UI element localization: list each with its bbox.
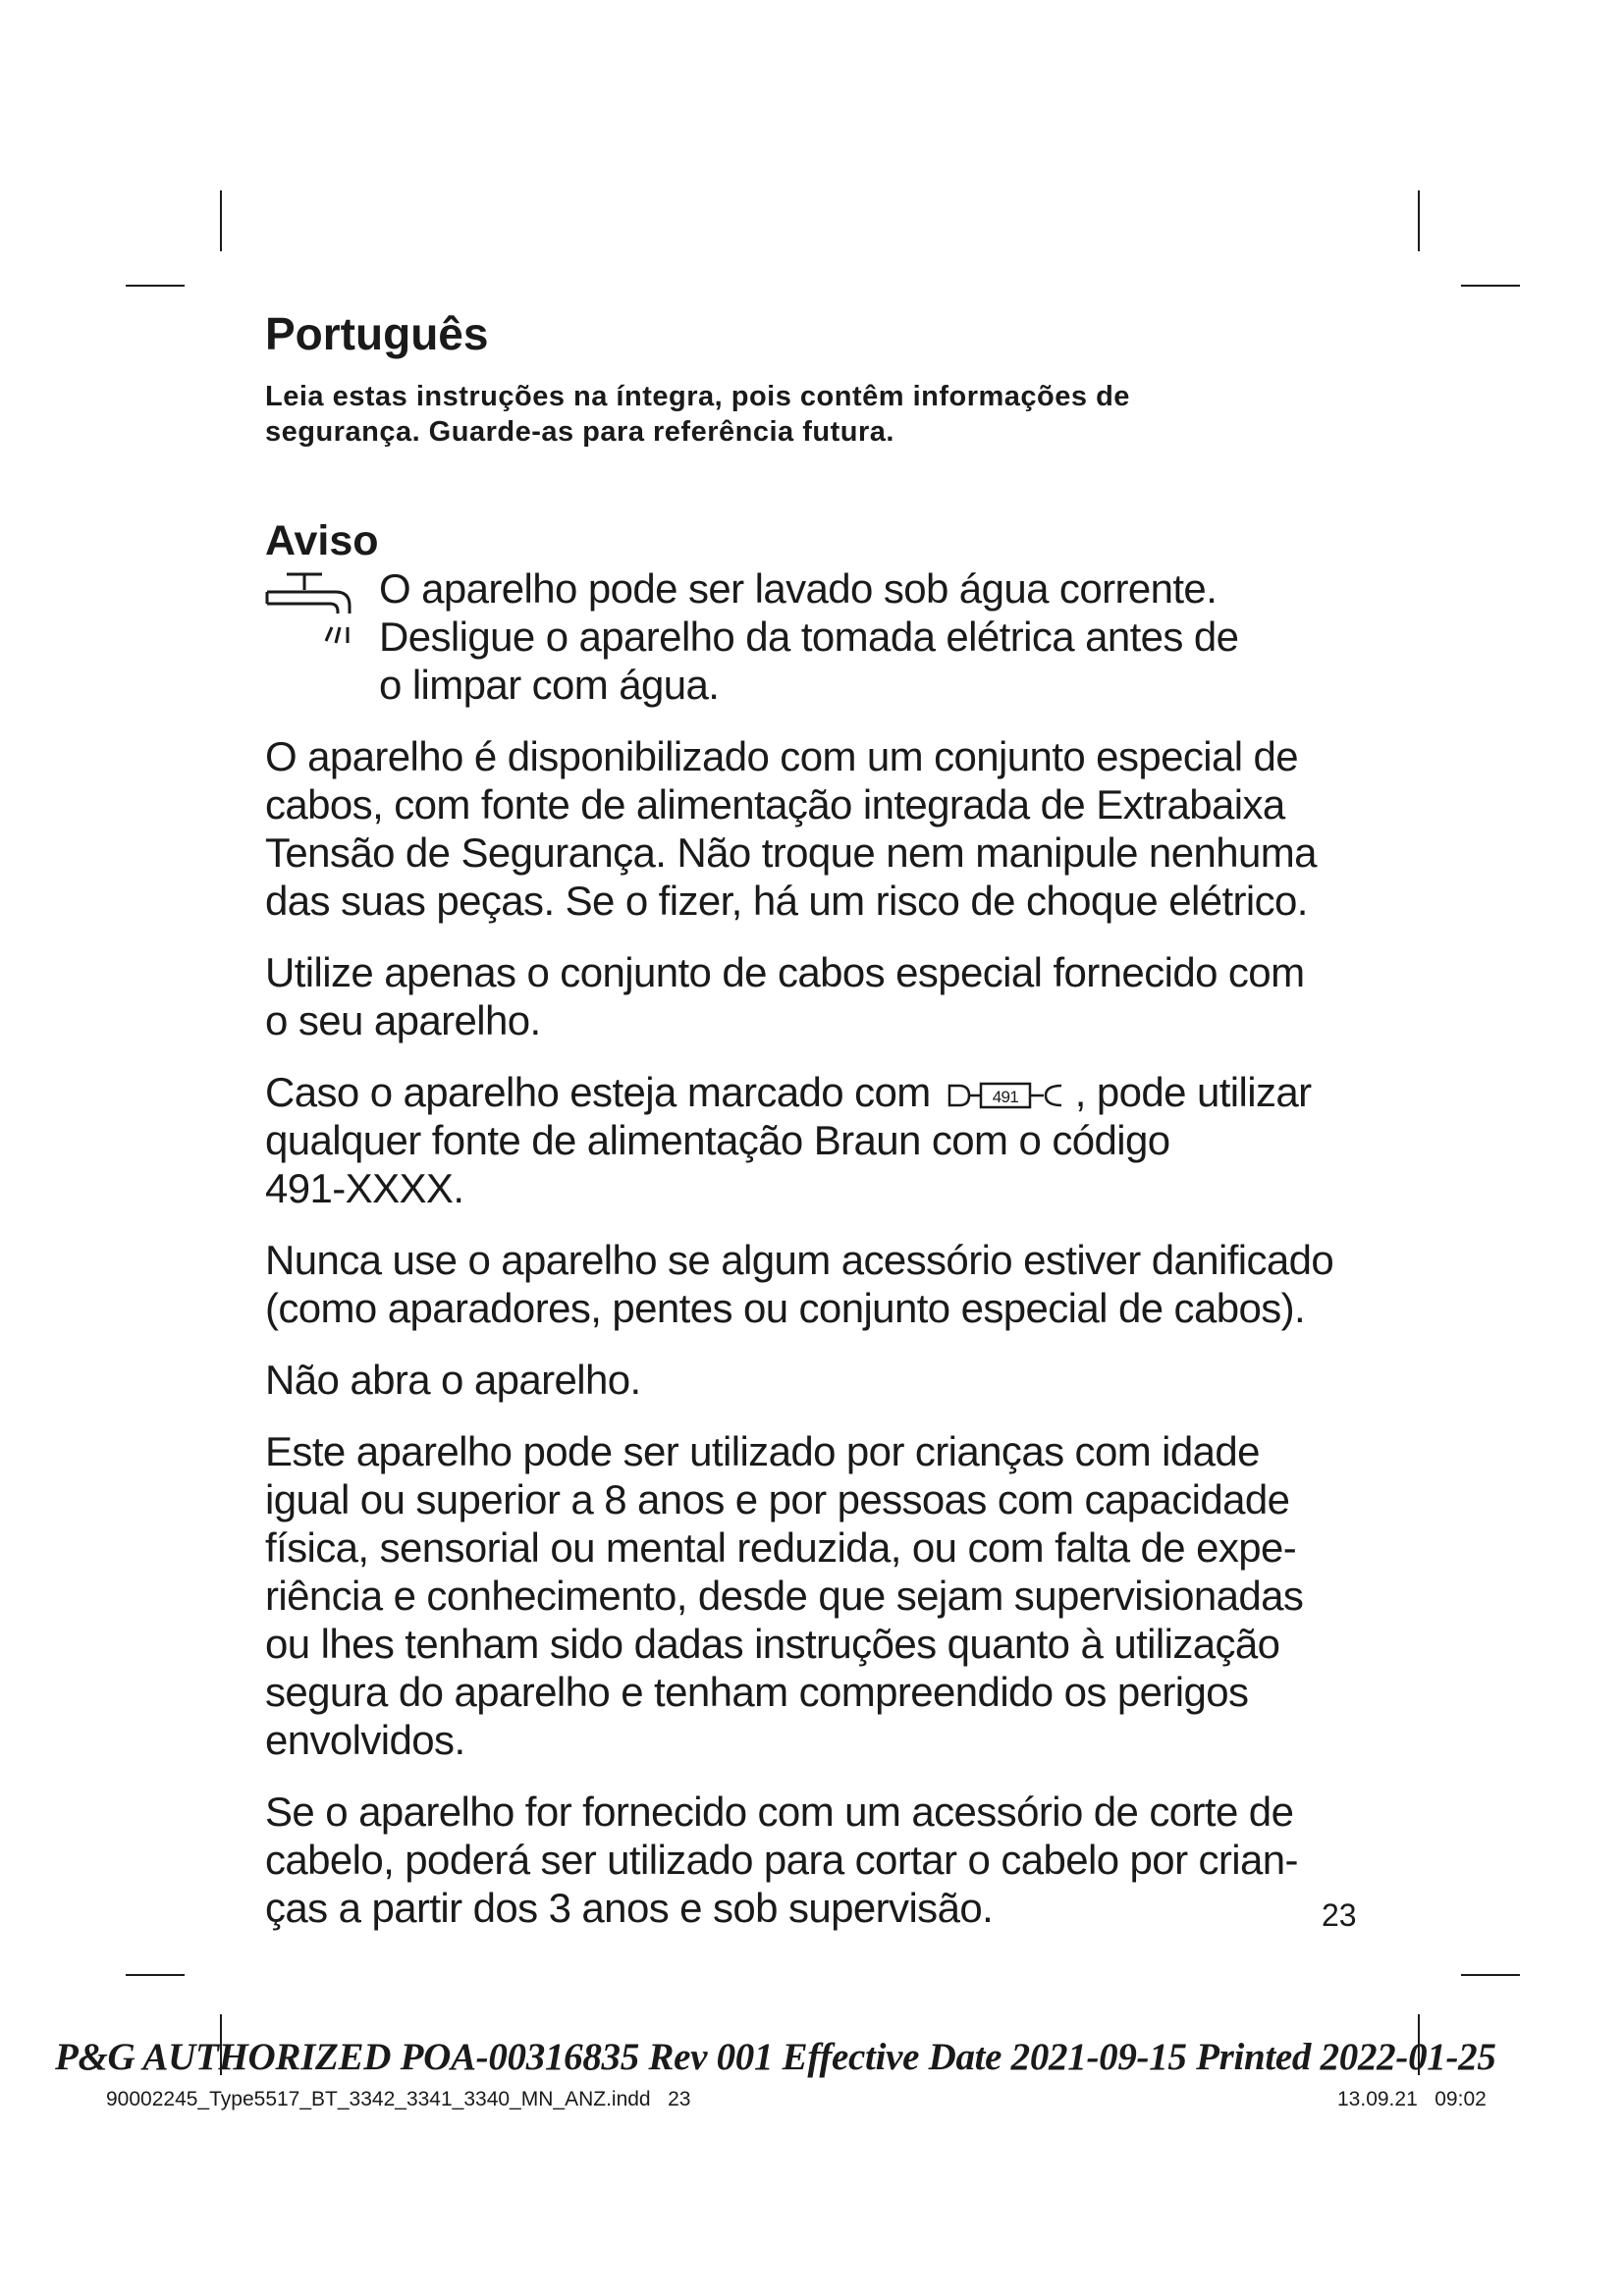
warning-line: Desligue o aparelho da tomada elétrica antes de [379,613,1239,660]
paragraph-line: cabos, com fonte de alimentação integrada de Extrabaixa [265,780,1285,828]
paragraph-line: cabelo, poderá ser utilizado para cortar o cabelo por crian- [265,1836,1298,1883]
paragraph-line: igual ou superior a 8 anos e por pessoas com capacidade [265,1475,1290,1522]
intro-line: segurança. Guarde-as para referência futura. [265,415,894,448]
paragraph-line: Tensão de Segurança. Não troque nem manipule nenhuma [265,828,1317,876]
paragraph-line: riência e conhecimento, desde que sejam supervisionadas [265,1572,1304,1619]
warning-line: o limpar com água. [379,661,720,708]
crop-mark-top-right-horizontal [1461,285,1520,287]
paragraph-line: qualquer fonte de alimentação Braun com o código [265,1116,1170,1163]
paragraph-line: Não abra o aparelho. [265,1356,641,1403]
crop-mark-bottom-left-horizontal [126,1974,185,1976]
paragraph-cable-set [265,732,1384,925]
intro-text [265,379,1384,450]
crop-mark-top-left-horizontal [126,285,185,287]
paragraph-power-supply-code [265,1068,1384,1212]
intro-line: Leia estas instruções na íntegra, pois contêm informações de [265,380,1130,412]
warning-title: Aviso [265,516,379,564]
paragraph-damaged-accessory [265,1236,1384,1332]
warning-text [379,564,1384,709]
authorization-stamp: P&G AUTHORIZED POA-00316835 Rev 001 Effective Date 2021-09-15 Printed 2022-01-25 [55,2036,1496,2078]
paragraph-line: ou lhes tenham sido dadas instruções quanto à utilização [265,1620,1280,1667]
paragraph-haircut-accessory [265,1788,1384,1932]
page-content [265,309,1384,1932]
paragraph-line: O aparelho é disponibilizado com um conjunto especial de [265,732,1299,779]
paragraph-line: , pode utilizar [1074,1068,1312,1115]
paragraph-line: Utilize apenas o conjunto de cabos especial fornecido com [265,948,1305,995]
paragraph-line: (como aparadores, pentes ou conjunto especial de cabos). [265,1284,1306,1331]
footer-file-name: 90002245_Type5517_BT_3342_3341_3340_MN_ANZ.indd 23 [106,2088,691,2110]
paragraph-line: Nunca use o aparelho se algum acessório estiver danificado [265,1236,1334,1283]
paragraph-use-supplied-cable [265,948,1384,1044]
paragraph-line: envolvidos. [265,1716,465,1763]
paragraph-line: física, sensorial ou mental reduzida, ou com falta de expe- [265,1523,1297,1571]
paragraph-line: Este aparelho pode ser utilizado por crianças com idade [265,1427,1260,1474]
power-supply-491-icon [946,1078,1071,1113]
language-heading: Português [265,308,489,359]
paragraph-do-not-open [265,1356,1384,1404]
paragraph-line: 491-XXXX. [265,1164,464,1211]
paragraph-line: segura do aparelho e tenham compreendido os perigos [265,1668,1249,1715]
paragraph-children-use [265,1427,1384,1764]
crop-mark-bottom-right-horizontal [1461,1974,1520,1976]
warning-line: O aparelho pode ser lavado sob água corrente. [379,564,1218,612]
water-tap-icon [265,570,353,655]
paragraph-line: o seu aparelho. [265,996,541,1043]
paragraph-line: Se o aparelho for fornecido com um acessório de corte de [265,1788,1294,1835]
crop-mark-top-right-vertical [1418,190,1420,251]
paragraph-line: ças a partir dos 3 anos e sob supervisão. [265,1884,994,1931]
footer-timestamp: 13.09.21 09:02 [1337,2088,1487,2110]
crop-mark-top-left-vertical [220,190,222,251]
page-number: 23 [1322,1897,1357,1933]
warning-block [265,564,1384,709]
power-supply-code-label: 491 [992,1087,1019,1106]
paragraph-line: das suas peças. Se o fizer, há um risco de choque elétrico. [265,877,1308,924]
paragraph-line: Caso o aparelho esteja marcado com [265,1068,931,1115]
